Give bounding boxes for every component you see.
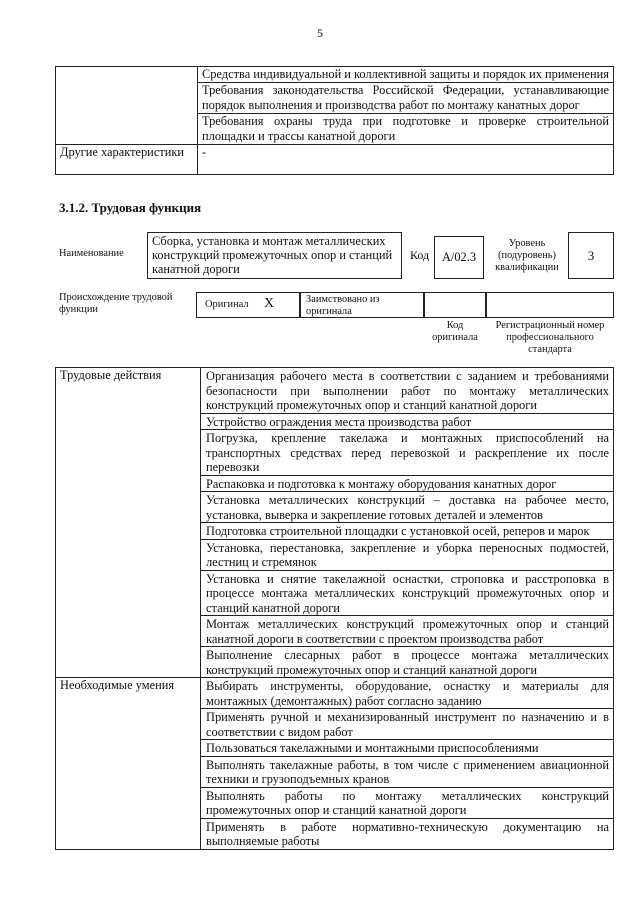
- labor-action-item: Организация рабочего места в соответствии с заданием и требованиями безопасности при выполнении работ по монтажу металлических конструкций промежуточных опор и станций канатной дороги: [201, 368, 614, 414]
- knowledge-table-continuation: [55, 66, 614, 175]
- original-mark: Х: [264, 296, 275, 311]
- borrowed-box: [300, 292, 424, 318]
- function-name-box: [147, 232, 402, 279]
- original-box: [196, 292, 300, 318]
- knowledge-item: Требования законодательства Российской Федерации, устанавливающие порядок выполнения и производства работ по монтажу канатных дорог: [198, 83, 614, 114]
- section-title: 3.1.2. Трудовая функция: [59, 200, 202, 215]
- registration-number-caption: Регистрационный номер профессионального стандарта: [495, 320, 605, 355]
- labor-action-item: Подготовка строительной площадки с установкой осей, реперов и марок: [201, 523, 614, 540]
- labor-action-item: Устройство ограждения места производства работ: [201, 413, 614, 430]
- skill-item: Пользоваться такелажными и монтажными приспособлениями: [201, 740, 614, 757]
- labor-action-item: Установка металлических конструкций – доставка на рабочее место, установка, выверка и закрепление готовых деталей и элементов: [201, 492, 614, 523]
- labor-action-item: Выполнение слесарных работ в процессе монтажа металлических конструкций промежуточных опор и станций канатной дороги: [201, 647, 614, 678]
- other-characteristics-label: Другие характеристики: [56, 145, 198, 175]
- original-label: Оригинал: [205, 299, 249, 310]
- code-box: [434, 236, 484, 279]
- function-name: Сборка, установка и монтаж металлических конструкций промежуточных опор и станций канатной дороги: [152, 234, 393, 276]
- page-number: 5: [317, 26, 323, 40]
- other-characteristics-value: -: [198, 145, 614, 175]
- original-code-caption: Код оригинала: [432, 320, 478, 343]
- labor-action-item: Монтаж металлических конструкций промежуточных опор и станций канатной дороги в соответствии с проектом производства работ: [201, 616, 614, 647]
- code-value: А/02.3: [441, 250, 477, 264]
- required-skills-label: Необходимые умения: [56, 678, 201, 850]
- empty-label-cell: [56, 67, 198, 145]
- skill-item: Применять в работе нормативно-техническую документацию на выполняемые работы: [201, 818, 614, 849]
- borrowed-label: Заимствовано из оригинала: [306, 294, 380, 317]
- name-label: Наименование: [59, 248, 124, 259]
- level-value: 3: [587, 248, 595, 263]
- labor-action-item: Распаковка и подготовка к монтажу оборудования канатных дорог: [201, 475, 614, 492]
- level-box: [568, 232, 614, 279]
- labor-actions-label: Трудовые действия: [56, 368, 201, 678]
- skill-item: Применять ручной и механизированный инструмент по назначению и в соответствии с видом работ: [201, 709, 614, 740]
- original-code-box: [424, 292, 486, 318]
- level-label: Уровень (подуровень) квалификации: [495, 238, 559, 273]
- labor-action-item: Установка, перестановка, закрепление и уборка переносных подмостей, лестниц и стремянок: [201, 539, 614, 570]
- skill-item: Выполнять такелажные работы, в том числе с применением авиационной техники и грузоподъемных кранов: [201, 756, 614, 787]
- labor-action-item: Установка и снятие такелажной оснастки, строповка и расстроповка в процессе монтажа металлических конструкций промежуточных опор и станций канатной дороги: [201, 570, 614, 616]
- knowledge-item: Средства индивидуальной и коллективной защиты и порядок их применения: [198, 67, 614, 83]
- origin-label: Происхождение трудовой функции: [59, 292, 173, 315]
- labor-function-table: [55, 367, 614, 850]
- registration-number-box: [486, 292, 614, 318]
- skill-item: Выбирать инструменты, оборудование, оснастку и материалы для монтажных (демонтажных) работ согласно заданию: [201, 678, 614, 709]
- skill-item: Выполнять работы по монтажу металлических конструкций промежуточных опор и станций канатной дороги: [201, 787, 614, 818]
- labor-action-item: Погрузка, крепление такелажа и монтажных приспособлений на транспортных средствах перед перевозкой и раскрепление их после перевозки: [201, 430, 614, 476]
- knowledge-item: Требования охраны труда при подготовке и проверке строительной площадки и трассы канатной дороги: [198, 114, 614, 145]
- code-label: Код: [410, 248, 430, 262]
